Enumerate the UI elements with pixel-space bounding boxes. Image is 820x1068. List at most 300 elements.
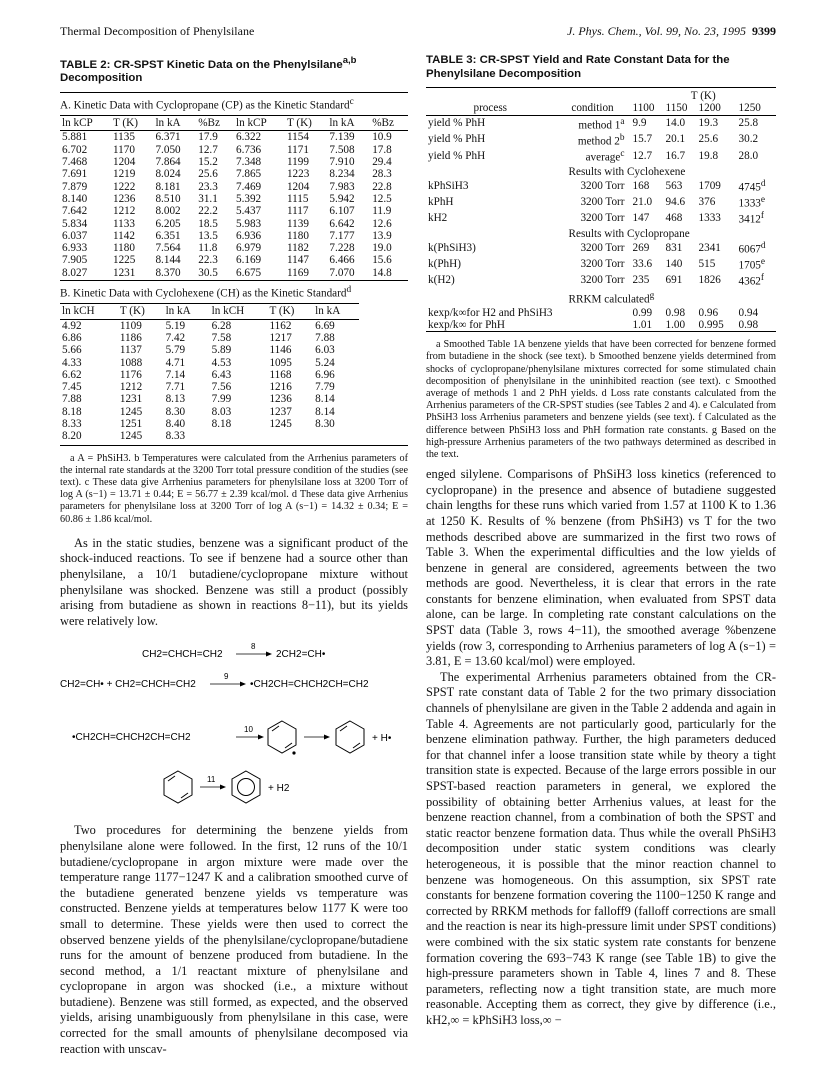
table-cell: 8.18 — [211, 417, 232, 430]
column-header: %Bz — [372, 117, 394, 130]
table-cell: 6.037 — [62, 229, 88, 242]
table3-caption — [426, 54, 776, 81]
table-cell: 5.392 — [235, 192, 262, 205]
table-cell: 1168 — [269, 368, 292, 381]
table-cell: 1222 — [112, 180, 136, 193]
table-row — [60, 254, 408, 266]
table-cell: 4.53 — [211, 356, 232, 369]
table-cell: 6.28 — [211, 319, 232, 332]
table-cell: 14.8 — [372, 266, 392, 279]
table-cell: 11.9 — [372, 205, 392, 218]
table-cell: 12.6 — [372, 217, 392, 230]
r9-product: •CH2CH=CHCH2CH=CH2 — [250, 679, 369, 691]
table-cell: 7.14 — [165, 368, 186, 381]
table-cell: 22.2 — [198, 205, 218, 218]
table2-label: TABLE 2: — [60, 58, 111, 71]
table2-caption — [60, 54, 408, 86]
table-cell: 1186 — [119, 331, 142, 344]
table-cell: 3200 Torr — [580, 195, 625, 208]
footnote-marker: d — [760, 241, 766, 252]
table-cell: 1182 — [286, 242, 309, 255]
table-cell: 8.140 — [62, 192, 88, 205]
table-cell: 7.58 — [211, 331, 232, 344]
table-cell: 19.0 — [372, 242, 392, 255]
table-cell: 94.6 — [665, 195, 686, 208]
running-header — [60, 24, 776, 40]
column-header: T (K) — [119, 305, 145, 318]
table3-temp-header: T (K) — [690, 90, 716, 102]
table-cell: 12.7 — [632, 149, 653, 162]
table-cell: 25.6 — [698, 133, 719, 146]
column-header: condition — [571, 102, 614, 115]
table-cell: 1212 — [119, 381, 143, 394]
table-cell: 6.642 — [329, 217, 355, 230]
table-cell: 5.983 — [235, 217, 262, 230]
r10-product: + H• — [372, 733, 392, 745]
table-cell: 7.79 — [315, 381, 335, 394]
table-cell: 1133 — [112, 217, 135, 230]
group-heading: Results with Cyclopropane — [568, 228, 690, 241]
table-cell: 8.370 — [155, 266, 181, 279]
table-cell: 1154 — [286, 131, 309, 144]
table-cell: 6.933 — [62, 242, 88, 255]
table-cell: 1117 — [286, 205, 309, 218]
table-cell: yield % PhH — [428, 117, 486, 130]
table-cell: 15.6 — [372, 254, 392, 267]
table-cell: 7.99 — [211, 393, 232, 406]
table-cell: 1223 — [286, 168, 310, 181]
table2-partA — [60, 115, 408, 279]
table-cell: 1139 — [286, 217, 309, 230]
footnote-marker: f — [760, 211, 764, 222]
table-cell: 3412$^f$ — [738, 211, 764, 226]
table-cell: 4362$^f$ — [738, 273, 764, 289]
column-header: ln kA — [165, 305, 191, 318]
table-row — [60, 430, 359, 442]
table-cell: kexp/k∞for H2 and PhSiH3 — [428, 306, 553, 319]
benzene-ring-icon — [232, 771, 260, 803]
table-cell: 0.99 — [632, 306, 653, 319]
table-cell: 1095 — [269, 356, 292, 369]
table-cell: 3200 Torr — [580, 179, 625, 192]
table-cell: 168 — [632, 179, 650, 192]
table-cell: 1237 — [269, 405, 292, 418]
table-cell: 7.88 — [315, 331, 335, 344]
table-cell: 22.8 — [372, 180, 392, 193]
column-header: %Bz — [198, 117, 220, 130]
table-cell: 5.79 — [165, 344, 186, 357]
table-cell: 1236 — [269, 393, 292, 406]
table-row — [60, 242, 408, 254]
table-cell: 13.5 — [198, 229, 218, 242]
table-cell: 8.30 — [165, 405, 186, 418]
table-cell: 30.5 — [198, 266, 218, 279]
table3-footnote: a Smoothed Table 1A benzene yields that have been corrected for benzene formed from butadiene in the shock (see text). b Smoothed benzene yields determined from shocks of cyclopropane/phenylsilane mixtures corrected for some stimulated chain decomposition of phenylsilane in the uninhibited reaction (see text). c Smoothed average of methods 1 and 2 PhH yields. d Loss rate constants calculated from the Arrhenius parameters of the CR-SPST studies (see Tables 2 and 4). e Calculated from PhSiH3 loss Arrhenius parameters and benzene yields (see text). f Calculated as the difference between PhSiH3 loss and PhH formation rate constants. g Based on the high-pressure Arrhenius parameters of the two pathways determined as described in the text. — [426, 339, 776, 460]
column-header: ln kCP — [235, 117, 267, 130]
table-cell: 1170 — [112, 143, 135, 156]
table-cell: 20.1 — [665, 133, 686, 146]
table-row — [60, 267, 408, 279]
table-cell: 4.71 — [165, 356, 186, 369]
table-cell: 5.24 — [315, 356, 335, 369]
right-paragraph-2: The experimental Arrhenius parameters obtained from the CR-SPST rate constant data of Table 2 for the two primary dissociation channels of phenylsilane are given in the Table 2 addenda and again in Table 4. Agreements are not particularly good, particularly for the benzene elimination pathway. Further, the high parameters deduced for that channel infer a loose transition state while by theory a tight transition state is expected. Because of the large errors possible in our SPST-based reaction parameters in general, we explored the possibility of obtaining better Arrhenius values, at least for the benzene reaction channel, from a combination of both the SPST and static reactor benzene formation data. Thus while the overall PhSiH3 decomposition under static system conditions was clearly heterogeneous, it is possible that the minor reaction channel to benzene was homogeneous. On this assumption, six SPST rate constants for benzene formation covering the 1100−1250 K range and corrected by RRKM methods for falloff9 (falloff corrections are small and the reaction is near its high-pressure limit under SPST conditions) were combined with the six static system rate constants for benzene formation covering the 693−743 K range (see Table 1B) to give the high-pressure parameters shown in Table 4, lines 7 and 8. These parameters, reflecting now a tight transition state, are much more reasonable. Accepting them as correct, they give by difference (i.e., kH2,∞ = kPhSiH3 loss,∞ − — [426, 669, 776, 1027]
table-row — [426, 194, 776, 210]
table-cell: 8.144 — [155, 254, 181, 267]
table-cell: 6.979 — [235, 242, 262, 255]
table-row — [60, 156, 408, 168]
column-header: ln kCH — [211, 305, 245, 318]
table-cell: kPhSiH3 — [428, 179, 469, 192]
table-cell: 1171 — [286, 143, 309, 156]
table-cell: 0.94 — [738, 306, 759, 319]
reaction-scheme — [60, 637, 408, 813]
table2-partA-title: A. Kinetic Data with Cyclopropane (CP) as the Kinetic Standard$^c$ — [60, 96, 354, 112]
table-row — [426, 240, 776, 256]
table-cell: k(PhSiH3) — [428, 242, 476, 255]
table-row — [60, 406, 359, 418]
table-cell: 1137 — [119, 344, 142, 357]
table-cell: 1115 — [286, 192, 309, 205]
table3-title-line2: Phenylsilane Decomposition — [426, 67, 582, 80]
table-cell: 9.9 — [632, 117, 647, 130]
footnote-marker: b — [619, 132, 625, 143]
table-cell: 1333 — [698, 211, 721, 224]
table-cell: 6.62 — [62, 368, 82, 381]
table-cell: 1217 — [269, 331, 292, 344]
table-row — [60, 381, 359, 393]
table-row — [426, 132, 776, 148]
table-row — [60, 332, 359, 344]
r10-number: 10 — [244, 725, 253, 735]
table-cell: method 1$^a$ — [578, 116, 625, 132]
table-cell: 5.881 — [62, 131, 88, 144]
r10-reactant: •CH2CH=CHCH2CH=CH2 — [72, 732, 191, 744]
table-cell: 376 — [698, 195, 716, 208]
table-cell: 6.351 — [155, 229, 181, 242]
table-cell: 18.5 — [198, 217, 218, 230]
cyclohexadienyl-ring-icon — [268, 721, 296, 755]
table-cell — [426, 226, 555, 240]
table-cell: 8.234 — [329, 168, 355, 181]
table-cell — [555, 319, 631, 331]
r8-number: 8 — [251, 642, 256, 652]
table-cell: 15.7 — [632, 133, 653, 146]
table-cell: k(H2) — [428, 274, 455, 287]
table-row — [60, 357, 359, 369]
table-row — [60, 418, 359, 430]
cyclohexadiene-ring-icon — [164, 771, 192, 803]
table-cell: 23.3 — [198, 180, 218, 193]
footnote-marker: e — [760, 257, 766, 268]
table-cell: 8.03 — [211, 405, 232, 418]
table-row — [426, 272, 776, 288]
table-cell: 7.71 — [165, 381, 186, 394]
table-cell: 6.371 — [155, 131, 181, 144]
table2-partB — [60, 303, 359, 442]
column-header: process — [473, 102, 508, 115]
table-cell: 8.33 — [62, 417, 82, 430]
table-cell: 7.691 — [62, 168, 88, 181]
table-cell: 7.865 — [235, 168, 262, 181]
table-cell: 1180 — [286, 229, 309, 242]
table-cell: 147 — [632, 211, 650, 224]
table-cell: 5.66 — [62, 344, 82, 357]
table-cell: 8.30 — [315, 417, 335, 430]
table-cell: 1231 — [119, 393, 143, 406]
table-cell: 7.56 — [211, 381, 232, 394]
table-cell: 4745$^d$ — [738, 178, 766, 194]
table-cell: 1146 — [269, 344, 292, 357]
table-cell: 7.45 — [62, 381, 82, 394]
table-cell: 8.20 — [62, 430, 82, 443]
footnote-marker: f — [760, 273, 764, 284]
table-cell: 7.508 — [329, 143, 355, 156]
table-row — [60, 193, 408, 205]
column-header: 1150 — [665, 102, 688, 115]
running-title: Thermal Decomposition of Phenylsilane — [60, 24, 255, 38]
table-cell: 1245 — [269, 417, 292, 430]
column-header: T (K) — [269, 305, 295, 318]
table-cell: 8.024 — [155, 168, 181, 181]
table-row — [60, 168, 408, 180]
table-cell: 12.7 — [198, 143, 218, 156]
right-column — [426, 54, 776, 1029]
table-cell: 6.107 — [329, 205, 355, 218]
table-row — [60, 344, 359, 356]
table-cell: 7.564 — [155, 242, 181, 255]
table-cell: 831 — [665, 242, 683, 255]
table-cell: 8.14 — [315, 405, 335, 418]
table-cell: 31.1 — [198, 192, 218, 205]
table-cell: kH2 — [428, 211, 448, 224]
table-cell: 16.7 — [665, 149, 686, 162]
table3-title: CR-SPST Yield and Rate Constant Data for the — [479, 54, 730, 66]
table-cell: 1333e — [738, 195, 766, 210]
table-cell: 1199 — [286, 156, 309, 169]
table-cell — [426, 288, 555, 306]
table-cell: 6.702 — [62, 143, 88, 156]
journal-citation — [567, 24, 776, 39]
table-row — [60, 131, 408, 144]
table-cell: 8.027 — [62, 266, 88, 279]
group-row — [426, 164, 776, 178]
table3 — [426, 87, 776, 331]
table-cell: 6.736 — [235, 143, 262, 156]
column-header: ln kA — [315, 305, 341, 318]
table-cell — [426, 164, 555, 178]
table-cell: 6.69 — [315, 319, 335, 332]
table-row — [60, 144, 408, 156]
table-cell: 8.33 — [165, 430, 186, 443]
table-cell: 7.42 — [165, 331, 186, 344]
table-cell: kexp/k∞ for PhH — [428, 318, 505, 331]
table-cell: 33.6 — [632, 258, 653, 271]
table-row — [60, 369, 359, 381]
table-cell: 7.050 — [155, 143, 181, 156]
column-header: ln kA — [329, 117, 355, 130]
table-cell: 7.642 — [62, 205, 88, 218]
table-cell: 8.40 — [165, 417, 186, 430]
table-cell: 1709 — [698, 179, 721, 192]
table-row — [426, 148, 776, 164]
table2-footnote: a A = PhSiH3. b Temperatures were calculated from the Arrhenius parameters of the internal rate standards at the 3200 Torr total pressure condition of the studies (see text). c These data give Arrhenius parameters for phenylsilane loss at 3200 Torr of log A (s−1) = 13.71 ± 0.44; E = 56.77 ± 2.39 kcal/mol. d These data give Arrhenius parameters for phenylsilane loss at 3200 Torr of log A (s−1) = 14.32 ± 0.34; E = 60.86 ± 1.86 kcal/mol. — [60, 452, 408, 525]
table-cell: 3200 Torr — [580, 211, 625, 224]
table-cell: 468 — [665, 211, 683, 224]
table-cell: 17.9 — [198, 131, 218, 144]
table-cell: 1142 — [112, 229, 135, 242]
table-cell: 12.5 — [372, 192, 392, 205]
table-cell: 15.2 — [198, 156, 218, 169]
page-number: 9399 — [752, 24, 776, 38]
table-cell: 6.169 — [235, 254, 262, 267]
table-cell: 7.348 — [235, 156, 262, 169]
table-cell: 1231 — [112, 266, 136, 279]
table-cell: 1.01 — [632, 318, 653, 331]
table-cell: 1826 — [698, 274, 721, 287]
table-cell: 14.0 — [665, 117, 686, 130]
footnote-marker: d — [760, 178, 766, 189]
table-row — [426, 256, 776, 272]
table-cell: 5.19 — [165, 319, 186, 332]
column-header: T (K) — [112, 117, 138, 130]
table-cell: 6.322 — [235, 131, 262, 144]
table-cell: 30.2 — [738, 133, 759, 146]
group-heading: Results with Cyclohexene — [568, 165, 686, 178]
table-cell: method 2$^b$ — [577, 132, 625, 148]
table-cell: 5.834 — [62, 217, 88, 230]
table-cell: 5.942 — [329, 192, 355, 205]
table-cell: 8.13 — [165, 393, 186, 406]
table-cell: 1169 — [286, 266, 309, 279]
table-cell: 6.96 — [315, 368, 335, 381]
table-row — [60, 205, 408, 217]
table-cell: 1245 — [119, 430, 143, 443]
r8-reactant: CH2=CHCH=CH2 — [142, 649, 223, 661]
table-cell: 0.98 — [738, 318, 759, 331]
footnote-marker: a — [620, 116, 625, 127]
table-cell: 25.6 — [198, 168, 218, 181]
table-row — [60, 393, 359, 405]
left-paragraph-1: As in the static studies, benzene was a significant product of the shock-induced reactions. To see if benzene had a source other than phenylsilane, a 10/1 butadiene/cyclopropane mixture without phenylsilane was shocked. Benzene was still a product (possibly arising from butadiene as shown in reactions 8−11), but its yields were relatively low. — [60, 535, 408, 628]
table-cell: 1109 — [119, 319, 142, 332]
table-cell: 1245 — [119, 405, 143, 418]
column-header: ln kCH — [62, 305, 95, 318]
table-cell: 17.8 — [372, 143, 392, 156]
table-row — [60, 319, 359, 332]
right-paragraph-1: enged silylene. Comparisons of PhSiH3 loss kinetics (referenced to cyclopropane) in the presence and absence of butadiene suggested chain lengths for these runs which varied from 1.57 at 1100 K to 1.36 at 1250 K. Results of % benzene (from PhSiH3) vs T for the two methods described above are summarized in the first two rows of Table 3. When the experimental difficulties and the low yields of benzene in general are considered, agreements between the two methods are good. Nevertheless, it is clear that errors in the rate constants for benzene elimination, when evaluated from SPST data alone, can be large. In completing rate constant calculations on the SPST data (Table 3, rows 4−11), the smoothed average %benzene yields (row 3, corresponding to Arrhenius parameters of log A (s−1) = 3.81, E = 13.60 kcal/mol) were employed. — [426, 467, 776, 669]
table-cell: 563 — [665, 179, 683, 192]
table-cell: yield % PhH — [428, 133, 486, 146]
table-cell: 6.675 — [235, 266, 262, 279]
table-cell: 1212 — [112, 205, 136, 218]
column-header: ln kA — [155, 117, 181, 130]
table-cell — [313, 430, 359, 442]
table-cell: 29.4 — [372, 156, 392, 169]
table-cell: 515 — [698, 258, 716, 271]
table-cell: 6.03 — [315, 344, 335, 357]
left-paragraph-2: Two procedures for determining the benzene yields from phenylsilane alone were followed. In the first, 12 runs of the 10/1 butadiene/cyclopropane in argon mixture were made over the temperature range 1177−1247 K and a calibration smoothed curve of the butadiene generated benzene yields vs temperature was constructed. Benzene yields at temperatures below 1177 K were too small to determine. These yields were then used to correct the observed benzene yields of the phenylsilane/cyclopropane/butadiene runs for the amount of benzene produced from butadiene. In the second method, a 1/1 reactant mixture of phenylsilane and cyclopropane in argon was shocked (i.e., a mixture without butadiene). Benzene was still formed, as expected, and the observed yields, arising unambiguously from phenylsilane in this case, were corrected for the small amounts of phenylsilane decomposed via reaction with unscav- — [60, 823, 408, 1056]
table-cell: 1204 — [112, 156, 136, 169]
table-cell: 5.437 — [235, 205, 262, 218]
table-cell: 6.205 — [155, 217, 181, 230]
table-cell: 8.14 — [315, 393, 335, 406]
column-header: 1250 — [738, 102, 761, 115]
table-cell: 1219 — [112, 168, 136, 181]
table-cell: 6.936 — [235, 229, 262, 242]
table-cell: 13.9 — [372, 229, 392, 242]
table-cell: kPhH — [428, 195, 454, 208]
table2-title: CR-SPST Kinetic Data on the Phenylsilane — [113, 58, 343, 71]
table-cell: 1225 — [112, 254, 136, 267]
column-header: 1100 — [632, 102, 655, 115]
table-cell: 1162 — [269, 319, 292, 332]
table-cell: 235 — [632, 274, 650, 287]
column-header: 1200 — [698, 102, 721, 115]
table-cell: 7.139 — [329, 131, 355, 144]
table-cell: 7.228 — [329, 242, 355, 255]
table-cell: 11.8 — [198, 242, 218, 255]
table-cell: 7.905 — [62, 254, 88, 267]
table-row — [426, 178, 776, 194]
table-cell: yield % PhH — [428, 149, 486, 162]
table-cell — [210, 430, 268, 442]
table-cell: 1147 — [286, 254, 309, 267]
table-cell: 1180 — [112, 242, 135, 255]
table-cell: 7.910 — [329, 156, 355, 169]
table-cell: 7.864 — [155, 156, 181, 169]
table-cell: 3200 Torr — [580, 258, 625, 271]
column-header: T (K) — [286, 117, 312, 130]
table-cell: 7.468 — [62, 156, 88, 169]
left-column — [60, 54, 408, 1057]
table-cell: 1236 — [112, 192, 136, 205]
table-cell: 3200 Torr — [580, 242, 625, 255]
r9-number: 9 — [224, 672, 229, 682]
table-cell: 0.96 — [698, 306, 719, 319]
footnote-marker: e — [760, 195, 766, 206]
table-row — [60, 230, 408, 242]
table3-label: TABLE 3: — [426, 54, 477, 66]
table-row — [60, 181, 408, 193]
table-cell: 2341 — [698, 242, 721, 255]
table-cell: 8.510 — [155, 192, 181, 205]
table2-partB-title: B. Kinetic Data with Cyclohexene (CH) as the Kinetic Standard$^d$ — [60, 284, 352, 300]
table-cell: 1135 — [112, 131, 135, 144]
table-row — [60, 218, 408, 230]
table-cell: 8.181 — [155, 180, 181, 193]
table-cell: 6.466 — [329, 254, 355, 267]
table-cell: 7.469 — [235, 180, 262, 193]
table-cell: 25.8 — [738, 117, 759, 130]
r9-reactants: CH2=CH• + CH2=CHCH=CH2 — [60, 679, 196, 691]
table-cell: 19.3 — [698, 117, 719, 130]
table-cell: 140 — [665, 258, 683, 271]
group-row — [426, 226, 776, 240]
table-cell: 6.86 — [62, 331, 82, 344]
table-cell: 1204 — [286, 180, 310, 193]
table-row — [426, 210, 776, 226]
table-cell: 8.002 — [155, 205, 181, 218]
table-cell: 28.0 — [738, 149, 759, 162]
table-cell: 7.983 — [329, 180, 355, 193]
r11-product: + H2 — [268, 783, 290, 795]
table-cell: 10.9 — [372, 131, 392, 144]
group-heading: RRKM calculated$^g$ — [568, 291, 655, 307]
table-cell: 6067$^d$ — [738, 241, 766, 257]
table-cell: 3200 Torr — [580, 274, 625, 287]
table-cell: 7.88 — [62, 393, 82, 406]
column-header: ln kCP — [62, 117, 93, 130]
